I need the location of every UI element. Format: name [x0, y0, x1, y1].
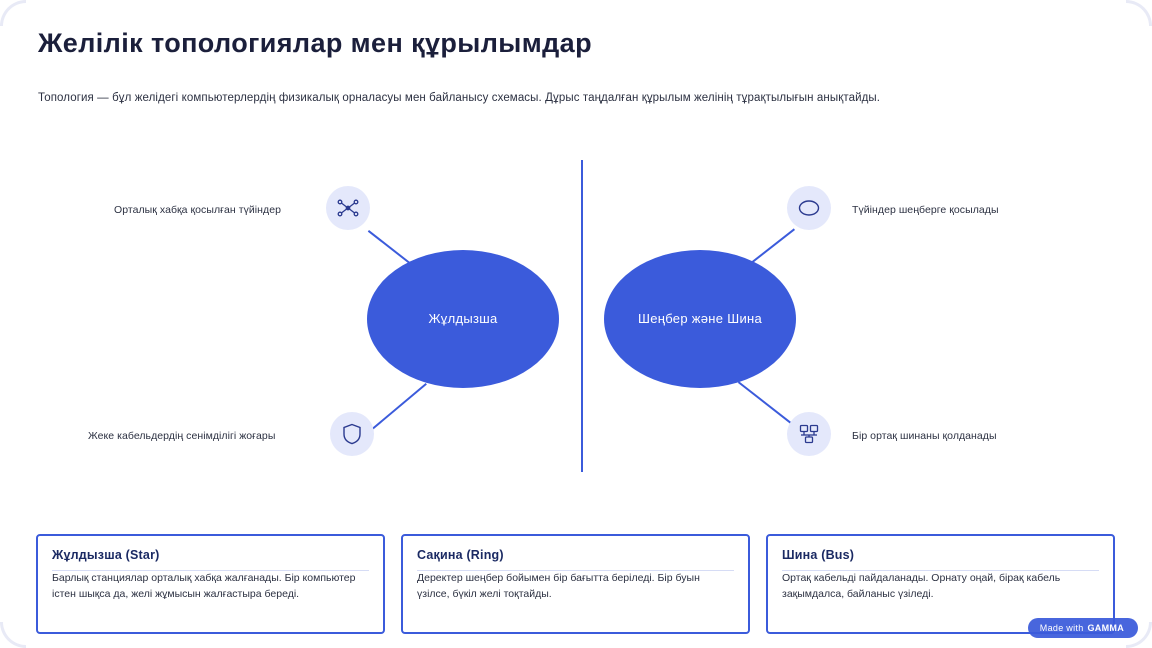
card-text: Барлық станциялар орталық хабқа жалғанады. Бір компьютер істен шықса да, желі жұмысын жалғастыра береді.: [52, 572, 356, 601]
node-caption-1: Орталық хабқа қосылған түйіндер: [114, 204, 281, 216]
network-nodes-icon: [326, 186, 370, 230]
node-caption-3: Түйіндер шеңберге қосылады: [852, 204, 999, 216]
corner-decoration-top-left: [0, 0, 26, 26]
made-with-gamma-badge[interactable]: [1028, 618, 1138, 638]
shield-icon: [330, 412, 374, 456]
topology-diagram: [0, 140, 1152, 500]
corner-decoration-top-right: [1126, 0, 1152, 26]
circle-ring-icon: [787, 186, 831, 230]
topology-card-list: [36, 534, 1116, 634]
connector-line-2: [372, 383, 427, 430]
node-caption-4: Бір ортақ шинаны қолданады: [852, 430, 997, 442]
hub-ring-bus: Шеңбер және Шина: [604, 250, 796, 388]
card-title: Шина (Bus): [782, 548, 855, 562]
connector-line-4: [738, 381, 794, 426]
page-title: Желілік топологиялар мен құрылымдар: [38, 28, 592, 58]
watermark-brand: GAMMA: [1087, 623, 1124, 633]
page-subtitle: Топология — бұл желідегі компьютерлердің физикалық орналасуы мен байланысу схемасы. Дұрыс таңдалған құрылым желінің тұрақтылығын анықтайды.: [38, 92, 881, 104]
card-divider: [52, 570, 369, 571]
card-text: Деректер шеңбер бойымен бір бағытта беріледі. Бір буын үзілсе, бүкіл желі тоқтайды.: [417, 572, 700, 601]
node-caption-2: Жеке кабельдердің сенімділігі жоғары: [88, 430, 276, 442]
card-title: Жұлдызша (Star): [52, 548, 160, 562]
card-divider: [417, 570, 734, 571]
corner-decoration-bottom-left: [0, 622, 26, 648]
card-title: Сақина (Ring): [417, 548, 504, 562]
card-text: Ортақ кабельді пайдаланады. Орнату оңай, бірақ кабель зақымдалса, байланыс үзіледі.: [782, 572, 1061, 601]
diagram-divider: [581, 160, 583, 472]
topology-card: [401, 534, 750, 634]
card-divider: [782, 570, 1099, 571]
topology-card: [36, 534, 385, 634]
bus-devices-icon: [787, 412, 831, 456]
watermark-prefix: Made with: [1039, 623, 1084, 633]
hub-star: Жұлдызша: [367, 250, 559, 388]
